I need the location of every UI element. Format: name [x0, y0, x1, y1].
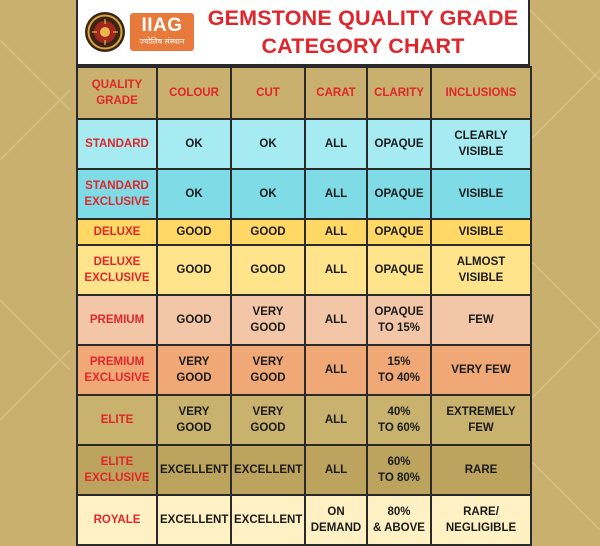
cell-grade: DELUXE [77, 219, 157, 245]
cell-carat: ALL [305, 295, 367, 345]
cell-colour: OK [157, 119, 231, 169]
cell-inclusions: VISIBLE [431, 169, 531, 219]
cell-carat: ON DEMAND [305, 495, 367, 545]
cell-clarity: 60% TO 80% [367, 445, 431, 495]
column-header-inclusions: INCLUSIONS [431, 67, 531, 119]
cell-cut: VERY GOOD [231, 395, 305, 445]
quality-grade-table [76, 66, 532, 546]
cell-cut: EXCELLENT [231, 445, 305, 495]
cell-inclusions: RARE/ NEGLIGIBLE [431, 495, 531, 545]
cell-carat: ALL [305, 345, 367, 395]
cell-inclusions: CLEARLY VISIBLE [431, 119, 531, 169]
cell-carat: ALL [305, 169, 367, 219]
cell-carat: ALL [305, 119, 367, 169]
table-row [77, 395, 531, 445]
cell-carat: ALL [305, 445, 367, 495]
cell-colour: EXCELLENT [157, 445, 231, 495]
cell-colour: VERY GOOD [157, 395, 231, 445]
brand-name: IIAG [141, 15, 183, 36]
cell-grade: ELITE EXCLUSIVE [77, 445, 157, 495]
cell-grade: ROYALE [77, 495, 157, 545]
brand-logo [130, 13, 194, 51]
title-line-2: CATEGORY CHART [261, 34, 465, 58]
cell-carat: ALL [305, 219, 367, 245]
column-header-colour: COLOUR [157, 67, 231, 119]
emblem-seal-icon [84, 11, 126, 53]
cell-carat: ALL [305, 245, 367, 295]
cell-grade: PREMIUM EXCLUSIVE [77, 345, 157, 395]
table-row [77, 169, 531, 219]
cell-grade: PREMIUM [77, 295, 157, 345]
cell-inclusions: EXTREMELY FEW [431, 395, 531, 445]
cell-inclusions: FEW [431, 295, 531, 345]
column-header-cut: CUT [231, 67, 305, 119]
cell-inclusions: VERY FEW [431, 345, 531, 395]
cell-cut: VERY GOOD [231, 295, 305, 345]
table-row [77, 345, 531, 395]
column-header-clarity: CLARITY [367, 67, 431, 119]
cell-clarity: OPAQUE [367, 219, 431, 245]
cell-clarity: 80% & ABOVE [367, 495, 431, 545]
table-row [77, 445, 531, 495]
table-row [77, 119, 531, 169]
cell-colour: VERY GOOD [157, 345, 231, 395]
cell-grade: STANDARD [77, 119, 157, 169]
page-title [196, 4, 530, 60]
cell-cut: GOOD [231, 245, 305, 295]
cell-colour: GOOD [157, 245, 231, 295]
table-header-row [77, 67, 531, 119]
column-header-carat: CARAT [305, 67, 367, 119]
cell-colour: GOOD [157, 219, 231, 245]
chart-header [76, 0, 530, 66]
cell-clarity: 40% TO 60% [367, 395, 431, 445]
cell-inclusions: VISIBLE [431, 219, 531, 245]
table-row [77, 295, 531, 345]
cell-cut: OK [231, 119, 305, 169]
cell-grade: ELITE [77, 395, 157, 445]
cell-colour: OK [157, 169, 231, 219]
cell-cut: EXCELLENT [231, 495, 305, 545]
cell-clarity: OPAQUE [367, 119, 431, 169]
cell-cut: GOOD [231, 219, 305, 245]
brand-subtitle: ज्योतिष संस्थान [139, 37, 185, 46]
table-row [77, 495, 531, 545]
cell-cut: OK [231, 169, 305, 219]
table-row [77, 219, 531, 245]
cell-inclusions: ALMOST VISIBLE [431, 245, 531, 295]
cell-clarity: OPAQUE [367, 169, 431, 219]
cell-clarity: OPAQUE [367, 245, 431, 295]
cell-inclusions: RARE [431, 445, 531, 495]
table-row [77, 245, 531, 295]
cell-grade: DELUXE EXCLUSIVE [77, 245, 157, 295]
cell-colour: GOOD [157, 295, 231, 345]
cell-grade: STANDARD EXCLUSIVE [77, 169, 157, 219]
cell-carat: ALL [305, 395, 367, 445]
cell-clarity: 15% TO 40% [367, 345, 431, 395]
cell-cut: VERY GOOD [231, 345, 305, 395]
column-header-grade: QUALITY GRADE [77, 67, 157, 119]
cell-colour: EXCELLENT [157, 495, 231, 545]
title-line-1: GEMSTONE QUALITY GRADE [207, 6, 519, 30]
cell-clarity: OPAQUE TO 15% [367, 295, 431, 345]
